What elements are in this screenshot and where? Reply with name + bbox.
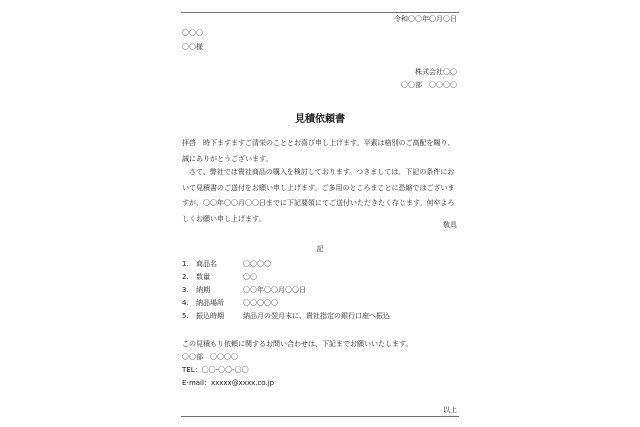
recipient-person: 〇〇様 [182,43,203,51]
sender-company: 株式会社〇〇 [415,68,457,76]
list-item [182,286,306,295]
item-value: 〇〇 [243,273,257,281]
item-number: 4. [182,299,189,307]
sender-person: 〇〇部 〇〇〇〇 [401,81,457,89]
contact-email: E-mail：xxxxx@xxxx.co.jp [182,379,275,387]
top-rule [181,12,459,13]
item-number: 1. [182,260,189,268]
item-label: 振込時期 [196,312,224,320]
ki-heading: 記 [316,245,324,253]
item-label: 納品場所 [196,299,224,307]
item-value: 〇〇〇〇 [243,260,271,268]
recipient-company: 〇〇〇 [182,29,203,37]
contact-intro: この見積もり依頼に関するお問い合わせは、下記までお願いいたします。 [182,340,413,348]
item-label: 商品名 [196,260,217,268]
item-label: 納期 [196,286,210,294]
ending-word: 以上 [443,406,457,414]
item-label: 数量 [196,273,210,281]
item-value: 〇〇年〇〇月〇〇日 [243,286,306,294]
list-item [182,312,390,321]
item-number: 2. [182,273,189,281]
bottom-rule [181,416,459,417]
contact-telephone: TEL：〇〇-〇〇-〇〇 [182,366,249,374]
item-number: 3. [182,286,189,294]
request-paragraph: さて、弊社では貴社商品の購入を検討しております。つきましては、下記の条件において見積書のご送付をお願い申し上げます。ご多用のところまことに恐縮ではございますが、〇〇年〇〇月〇〇日までに下記要領にてご送付いただきたく存じます。何卒よろしくお願い申し上げます。 [182,168,455,223]
item-value: 〇〇〇〇〇 [243,299,278,307]
item-value: 納品月の翌月末に、貴社指定の銀行口座へ振込 [243,312,390,320]
closing-word: 敬具 [443,221,457,229]
contact-department: 〇〇部 〇〇〇〇 [182,353,238,361]
list-item [182,299,278,308]
list-item [182,273,257,282]
list-item [182,260,271,269]
item-number: 5. [182,312,189,320]
document-date: 令和〇〇年〇月〇日 [394,15,457,23]
document-title: 見積依頼書 [295,114,345,125]
greeting-paragraph: 拝啓 時下ますますご清栄のこととお喜び申し上げます。平素は格別のご高配を賜り、誠にありがとうございます。 [182,139,455,163]
